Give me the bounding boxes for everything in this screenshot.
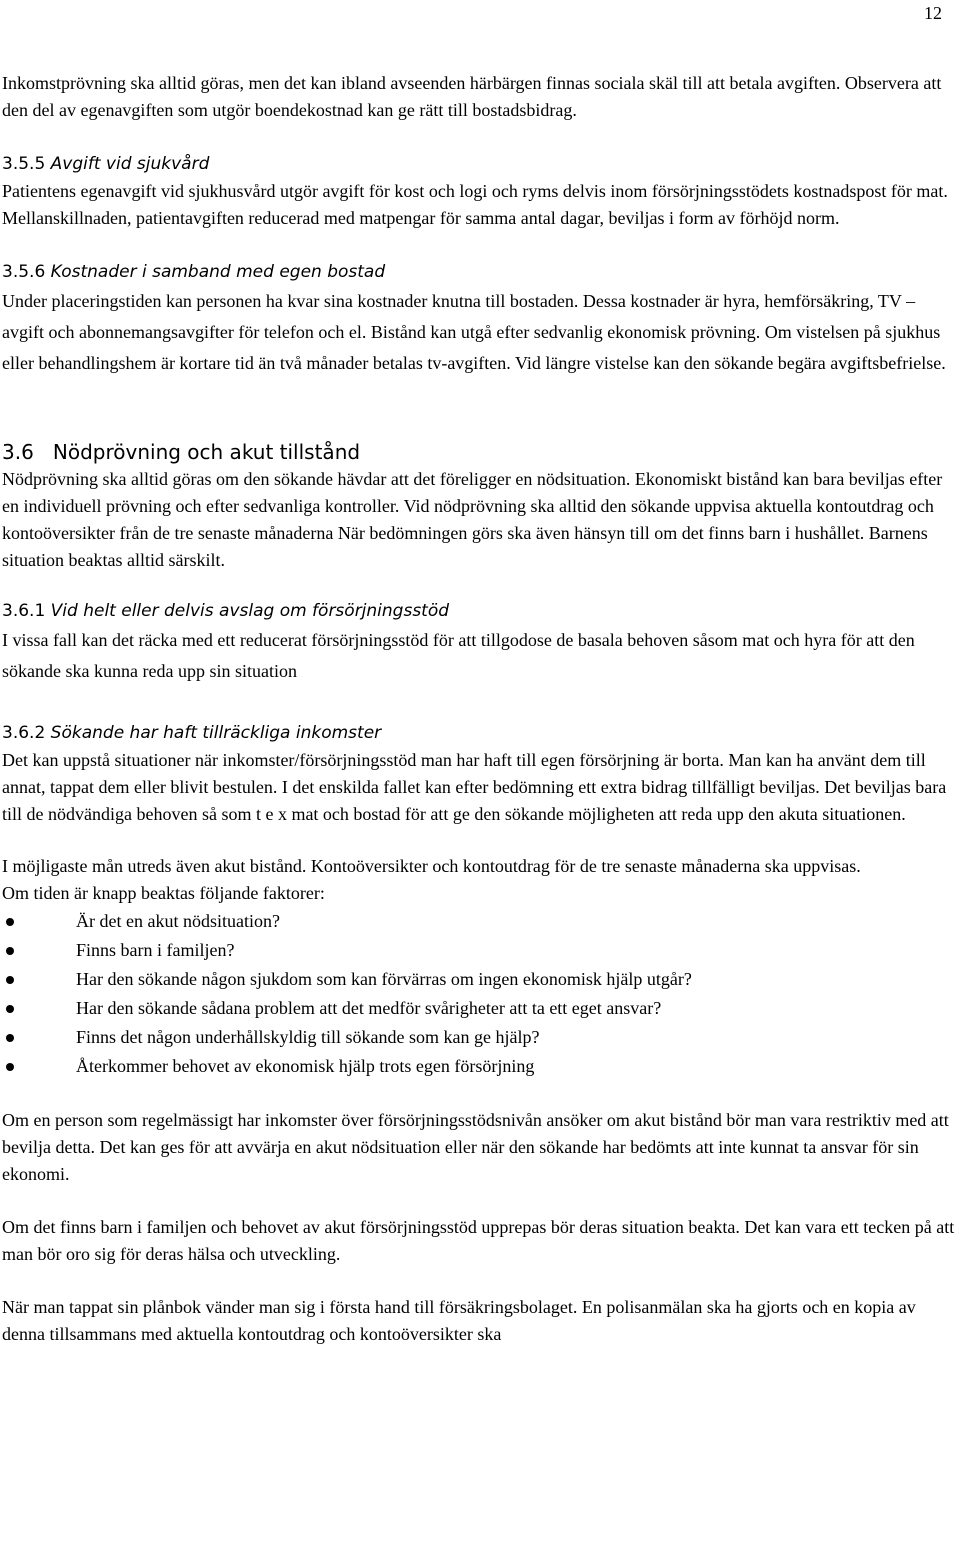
section-3-6-1-title: Vid helt eller delvis avslag om försörjningsstöd: [50, 601, 450, 621]
bullet-icon: [6, 947, 14, 955]
page-number: 12: [924, 3, 942, 23]
section-3-6-number: 3.6: [2, 440, 34, 464]
section-3-5-5-heading: [2, 151, 958, 178]
section-3-6-1-paragraph: I vissa fall kan det räcka med ett reducerat försörjningsstöd för att tillgodose de basala behoven såsom mat och hyra för att den sökande ska kunna reda upp sin situation: [2, 630, 915, 681]
list-item: [2, 936, 958, 965]
list-item: [2, 1023, 958, 1052]
section-3-6-2-number: 3.6.2: [2, 723, 46, 743]
section-3-5-6-number: 3.5.6: [2, 262, 46, 282]
factor-text: Har den sökande sådana problem att det medför svårigheter att ta ett eget ansvar?: [76, 998, 662, 1018]
section-3-5-5-title: Avgift vid sjukvård: [50, 154, 210, 174]
section-3-5-6-title: Kostnader i samband med egen bostad: [50, 262, 386, 282]
section-3-6-2-paragraph-1: Det kan uppstå situationer när inkomster/försörjningsstöd man har haft till egen försörjning är borta. Man kan ha använt dem till annat, tappat dem eller blivit bestulen. I det enskilda fallet kan efter bedömning ett extra bidrag tillfälligt beviljas. Det beviljas bara till de nödvändiga behoven så som t e x mat och bostad för att ge den sökande möjligheten att reda upp den akuta situationen.: [2, 750, 947, 824]
section-3-6-1-heading: [2, 598, 958, 625]
section-3-5-6-paragraph: Under placeringstiden kan personen ha kvar sina kostnader knutna till bostaden. Dessa kostnader är hyra, hemförsäkring, TV – avgift och abonnemangsavgifter för telefon och el. Bistånd kan utgå efter sedvanlig ekonomisk prövning. Om vistelsen på sjukhus eller behandlingshem är kortare tid än två månader betalas tv-avgiften. Vid längre vistelse kan den sökande begära avgiftsbefrielse.: [2, 291, 946, 373]
factors-list: [2, 907, 958, 1081]
section-3-6-paragraph: Nödprövning ska alltid göras om den sökande hävdar att det föreligger en nödsituation. Ekonomiskt bistånd kan bara beviljas efter en individuell prövning och efter sedvanliga kontroller. Vid nödprövning ska alltid den sökande uppvisa aktuella kontoutdrag och kontoöversikter från de tre senaste månaderna När bedömningen görs ska även hänsyn till om det finns barn i hushållet. Barnens situation beaktas alltid särskilt.: [2, 469, 943, 570]
section-3-6-1-number: 3.6.1: [2, 601, 46, 621]
section-3-6-2-paragraph-3: Om en person som regelmässigt har inkomster över försörjningsstödsnivån ansöker om akut bistånd bör man vara restriktiv med att bevilja detta. Det kan ges för att avvärja en akut nödsituation eller när den sökande har bedömts att inte kunnat ta ansvar för sin ekonomi.: [2, 1110, 949, 1184]
page-content: [2, 70, 958, 1348]
factor-text: Har den sökande någon sjukdom som kan förvärras om ingen ekonomisk hjälp utgår?: [76, 969, 692, 989]
intro-paragraph: Inkomstprövning ska alltid göras, men det kan ibland avseenden härbärgen finnas sociala skäl till att betala avgiften. Observera att den del av egenavgiften som utgör boendekostnad kan ge rätt till bostadsbidrag.: [2, 73, 942, 120]
list-item: [2, 994, 958, 1023]
bullet-icon: [6, 976, 14, 984]
section-3-6-2-paragraph-4: Om det finns barn i familjen och behovet av akut försörjningsstöd upprepas bör deras situation beakta. Det kan vara ett tecken på att man bör oro sig för deras hälsa och utveckling.: [2, 1217, 955, 1264]
factor-text: Återkommer behovet av ekonomisk hjälp trots egen försörjning: [76, 1056, 535, 1076]
list-item: [2, 907, 958, 936]
bullet-icon: [6, 918, 14, 926]
section-3-6-title: Nödprövning och akut tillstånd: [52, 440, 361, 464]
section-3-6-2-heading: [2, 720, 958, 747]
list-item: [2, 965, 958, 994]
list-item: [2, 1052, 958, 1081]
factors-intro: Om tiden är knapp beaktas följande faktorer:: [2, 883, 325, 903]
section-3-6-heading: [2, 439, 958, 466]
section-3-6-2-paragraph-2: I möjligaste mån utreds även akut bistånd. Kontoöversikter och kontoutdrag för de tre senaste månaderna ska uppvisas.: [2, 856, 861, 876]
bullet-icon: [6, 1063, 14, 1071]
section-3-5-6-heading: [2, 259, 958, 286]
section-3-6-2-paragraph-5: När man tappat sin plånbok vänder man sig i första hand till försäkringsbolaget. En polisanmälan ska ha gjorts och en kopia av denna tillsammans med aktuella kontoutdrag och kontoöversikter ska: [2, 1297, 916, 1344]
section-3-5-5-number: 3.5.5: [2, 154, 46, 174]
section-3-5-5-paragraph: Patientens egenavgift vid sjukhusvård utgör avgift för kost och logi och ryms delvis inom försörjningsstödets kostnadspost för mat. Mellanskillnaden, patientavgiften reducerad med matpengar för samma antal dagar, beviljas i form av förhöjd norm.: [2, 181, 948, 228]
factor-text: Är det en akut nödsituation?: [76, 911, 280, 931]
section-3-6-2-title: Sökande har haft tillräckliga inkomster: [50, 723, 382, 743]
factor-text: Finns barn i familjen?: [76, 940, 235, 960]
bullet-icon: [6, 1005, 14, 1013]
factor-text: Finns det någon underhållskyldig till sökande som kan ge hjälp?: [76, 1027, 540, 1047]
bullet-icon: [6, 1034, 14, 1042]
